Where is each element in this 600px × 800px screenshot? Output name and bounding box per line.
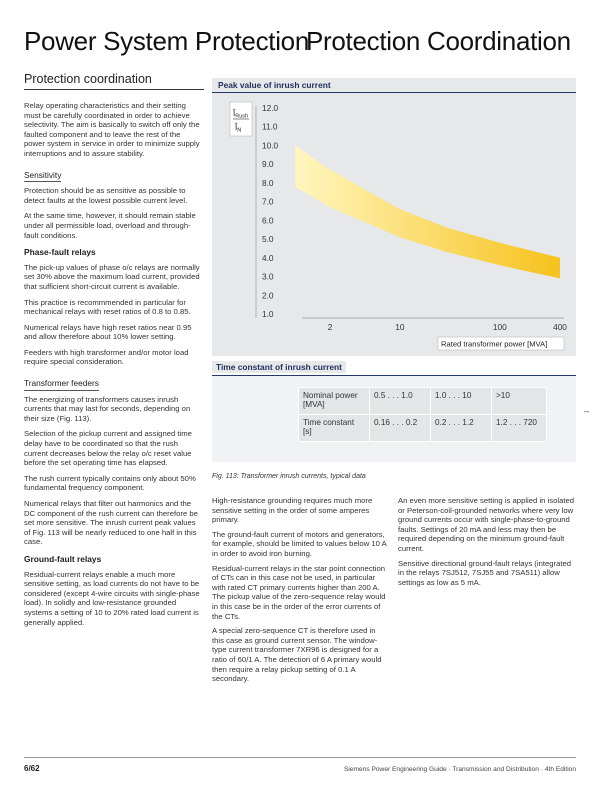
y-tick-label: 10.0 (262, 140, 279, 151)
paragraph: High-resistance grounding requires much more sensitive setting in the order of some amperes primary. (212, 496, 373, 525)
y-tick-label: 1.0 (262, 309, 274, 319)
time-constant-table (298, 387, 547, 442)
table-cell: 1.2 . . . 720 (492, 415, 547, 442)
inrush-band (295, 146, 560, 279)
section-title: Protection coordination (24, 72, 204, 90)
paragraph: Protection should be as sensitive as possible to detect faults at the lowest possible current level. (24, 186, 188, 205)
page-number: 6/62 (24, 764, 40, 773)
paragraph: The rush current typically contains only about 50% fundamental frequency component. (24, 473, 196, 493)
paragraph: The energizing of transformers causes inrush currents that may last for seconds, depending on their size (Fig. 113). (24, 394, 191, 423)
y-tick-label: 5.0 (262, 234, 274, 245)
table-row (299, 388, 547, 415)
paragraph: Numerical relays have high reset ratios near 0.95 and allow therefore about 10% lower setting. (24, 322, 192, 342)
x-tick-label: 400 (553, 322, 567, 332)
paragraph: The pick-up values of phase o/c relays are normally set 30% above the maximum load current, provided that sufficient short-circuit current is available. (24, 262, 200, 291)
x-axis-label: Rated transformer power [MVA] (441, 339, 548, 349)
table-title-bar (212, 361, 576, 376)
paragraph: A special zero-sequence CT is therefore used in this case as ground current sensor. The window-type current transformer 7XR96 is designed for a ratio of 60/1 A. The detection of 6 A primary would then require a relay pickup setting of 0.1 A secondary. (212, 626, 382, 684)
footer-text: Siemens Power Engineering Guide · Transmission and Distribution · 4th Edition (344, 766, 576, 773)
paragraph: Residual-current relays in the star point connection of CTs can in this case not be used, in particular with rated CT primary currents higher than 200 A. The pickup value of the zero-sequence relay would in this case be in the order of the error currents of the CTs. (212, 563, 386, 621)
y-label-numerator: ÎRush (233, 109, 249, 120)
y-tick-label: 3.0 (262, 271, 274, 282)
subheading: Transformer feeders (24, 379, 99, 391)
paragraph: Sensitive directional ground-fault relays (integrated in the relays 7SJ512, 7SJ55 and 7SA511) allow settings as low as 5 mA. (398, 558, 572, 587)
table-cell: 0.5 . . . 1.0 (370, 388, 431, 415)
paragraph: Residual-current relays enable a much more sensitive setting, as load currents do not have to be considered (except 4-wire circuits with single-phase load). In solidly and low-resistance grounded systems a setting of 10 to 20% rated load current is generally applied. (24, 569, 200, 627)
chart-title: Peak value of inrush current (214, 79, 335, 91)
table-cell: 0.16 . . . 0.2 (370, 415, 431, 442)
y-tick-label: 8.0 (262, 177, 274, 188)
paragraph: An even more sensitive setting is applied in isolated or Peterson-coil-grounded networks where very low ground currents occur with single-phase-to-ground faults. Settings of 20 mA and less may then be required depending on the minimum ground-fault current. (398, 496, 575, 553)
paragraph: Feeders with high transformer and/or motor load require special consideration. (24, 347, 189, 367)
chart-title-bar (212, 78, 576, 93)
paragraph: Relay operating characteristics and their setting must be carefully coordinated in order to achieve selectivity. The aim is basically to switch off only the faulted component and to leave the rest of the power system in service in order to minimize supply interruptions and to assure stability. (24, 101, 200, 158)
paragraph: Numerical relays that filter out harmonics and the DC component of the rush current can therefore be set more sensitive. The inrush current peak values of Fig. 113 will be nearly reduced to one half in this case. (24, 499, 198, 547)
text-column-3 (398, 496, 576, 592)
page-header (24, 26, 584, 57)
table-title: Time constant of inrush current (212, 361, 346, 373)
inrush-chart (212, 92, 576, 356)
paragraph: The ground-fault current of motors and generators, for example, should be limited to values below 10 A in order to avoid iron burning. (212, 529, 387, 558)
margin-mark: – (584, 406, 590, 416)
y-tick-label: 12.0 (262, 103, 279, 113)
footer-rule (24, 757, 576, 758)
y-tick-label: 6.0 (262, 215, 274, 226)
table-row (299, 415, 547, 442)
x-tick-label: 100 (492, 322, 507, 332)
row-label: Nominal power [MVA] (299, 388, 370, 415)
y-tick-label: 2.0 (262, 290, 274, 301)
y-tick-label: 7.0 (262, 196, 274, 207)
y-tick-label: 9.0 (262, 159, 274, 170)
y-tick-label: 4.0 (262, 252, 274, 263)
paragraph: At the same time, however, it should remain stable under all permissible load, overload and through-fault conditions. (24, 211, 196, 240)
y-axis-label-box (230, 102, 252, 136)
bold-heading: Ground-fault relays (24, 553, 102, 564)
row-label: Time constant [s] (299, 415, 370, 442)
subheading: Sensitivity (24, 171, 61, 183)
x-tick-label: 10 (395, 322, 405, 332)
table-cell: 1.0 . . . 10 (431, 388, 492, 415)
header-right: Protection Coordination (306, 26, 571, 56)
x-tick-label: 2 (327, 322, 333, 332)
table-cell: >10 (492, 388, 547, 415)
table-cell: 0.2 . . . 1.2 (431, 415, 492, 442)
y-label-denominator: ÎN (235, 123, 242, 134)
left-column (24, 101, 200, 633)
y-tick-label: 11.0 (262, 121, 278, 132)
figure-caption: Fig. 113: Transformer inrush currents, typical data (212, 473, 366, 480)
paragraph: This practice is recommmended in particular for mechanical relays with reset ratios of 0.8 to 0.85. (24, 297, 191, 317)
text-column-2 (212, 496, 388, 689)
paragraph: Selection of the pickup current and assigned time delay have to be coordinated so that the rush current decreases below the relay o/c reset value before the set operating time has elapsed. (24, 429, 192, 468)
bold-heading: Phase-fault relays (24, 247, 96, 258)
header-left: Power System Protection (24, 26, 309, 56)
